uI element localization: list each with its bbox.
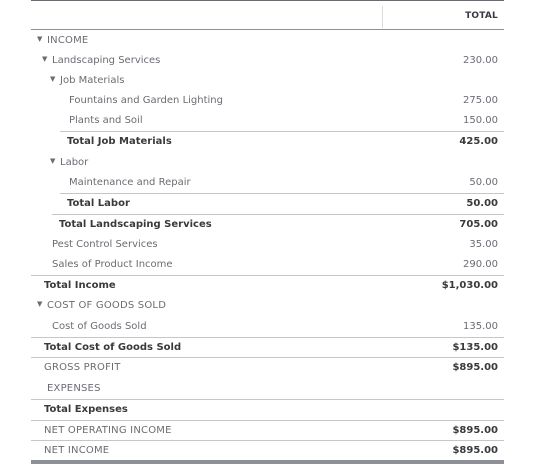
row-label: Sales of Product Income: [52, 259, 173, 270]
row-label: Landscaping Services: [52, 55, 161, 66]
row-net-income[interactable]: [31, 440, 504, 460]
row-value[interactable]: 425.00: [459, 136, 498, 147]
row-label: Total Labor: [67, 198, 130, 209]
row-total-expenses[interactable]: [31, 399, 504, 419]
row-landscaping-services[interactable]: [31, 50, 504, 70]
row-label: INCOME: [47, 35, 89, 46]
row-label: Labor: [60, 157, 89, 168]
row-income-section[interactable]: [31, 30, 504, 50]
caret-down-icon[interactable]: ▼: [50, 157, 56, 165]
row-value[interactable]: 150.00: [463, 115, 498, 126]
column-header-total: TOTAL: [465, 11, 498, 21]
row-value[interactable]: 230.00: [463, 55, 498, 66]
row-cogs-section[interactable]: [31, 295, 504, 315]
row-value[interactable]: 50.00: [469, 177, 498, 188]
row-label: COST OF GOODS SOLD: [47, 300, 167, 311]
row-value[interactable]: $135.00: [452, 342, 498, 353]
row-value[interactable]: 275.00: [463, 95, 498, 106]
row-value[interactable]: $895.00: [452, 425, 498, 436]
row-value[interactable]: $895.00: [452, 445, 498, 456]
caret-down-icon[interactable]: ▼: [37, 300, 43, 308]
row-cost-of-goods-sold[interactable]: [31, 316, 504, 336]
row-sales-of-product-income[interactable]: [31, 254, 504, 274]
caret-down-icon[interactable]: ▼: [42, 55, 48, 63]
row-total-job-materials[interactable]: [31, 131, 504, 151]
row-label: Total Income: [44, 280, 116, 291]
row-label: Total Cost of Goods Sold: [44, 342, 182, 353]
profit-loss-report: [31, 0, 504, 465]
row-gross-profit[interactable]: [31, 357, 504, 377]
row-total-labor[interactable]: [31, 193, 504, 213]
row-job-materials[interactable]: [31, 70, 504, 90]
row-label: NET OPERATING INCOME: [44, 425, 172, 436]
row-value[interactable]: 35.00: [469, 239, 498, 250]
report-bottom-border: [31, 460, 504, 464]
report-top-border: [31, 0, 504, 1]
row-label: GROSS PROFIT: [44, 362, 121, 373]
row-label: Plants and Soil: [69, 115, 143, 126]
row-total-cogs[interactable]: [31, 337, 504, 357]
row-total-income[interactable]: [31, 275, 504, 295]
row-value[interactable]: 135.00: [463, 321, 498, 332]
row-label: Total Job Materials: [67, 136, 172, 147]
row-total-landscaping-services[interactable]: [31, 214, 504, 234]
row-fountains-garden-lighting[interactable]: [31, 90, 504, 110]
caret-down-icon[interactable]: ▼: [37, 35, 43, 43]
row-label: Total Expenses: [44, 404, 128, 415]
row-label: NET INCOME: [44, 445, 110, 456]
row-net-operating-income[interactable]: [31, 420, 504, 440]
row-label: Total Landscaping Services: [59, 219, 212, 230]
row-plants-soil[interactable]: [31, 110, 504, 130]
row-label: EXPENSES: [47, 383, 101, 394]
row-value[interactable]: 290.00: [463, 259, 498, 270]
row-pest-control-services[interactable]: [31, 234, 504, 254]
row-value[interactable]: $895.00: [452, 362, 498, 373]
row-labor[interactable]: [31, 152, 504, 172]
row-value[interactable]: 705.00: [459, 219, 498, 230]
row-label: Fountains and Garden Lighting: [69, 95, 223, 106]
row-maintenance-repair[interactable]: [31, 172, 504, 192]
row-expenses-section[interactable]: [31, 378, 504, 398]
row-label: Maintenance and Repair: [69, 177, 191, 188]
row-value[interactable]: 50.00: [466, 198, 498, 209]
row-value[interactable]: $1,030.00: [441, 280, 498, 291]
row-label: Job Materials: [60, 75, 125, 86]
row-label: Cost of Goods Sold: [52, 321, 147, 332]
caret-down-icon[interactable]: ▼: [50, 75, 56, 83]
row-label: Pest Control Services: [52, 239, 158, 250]
column-divider: [382, 6, 383, 28]
